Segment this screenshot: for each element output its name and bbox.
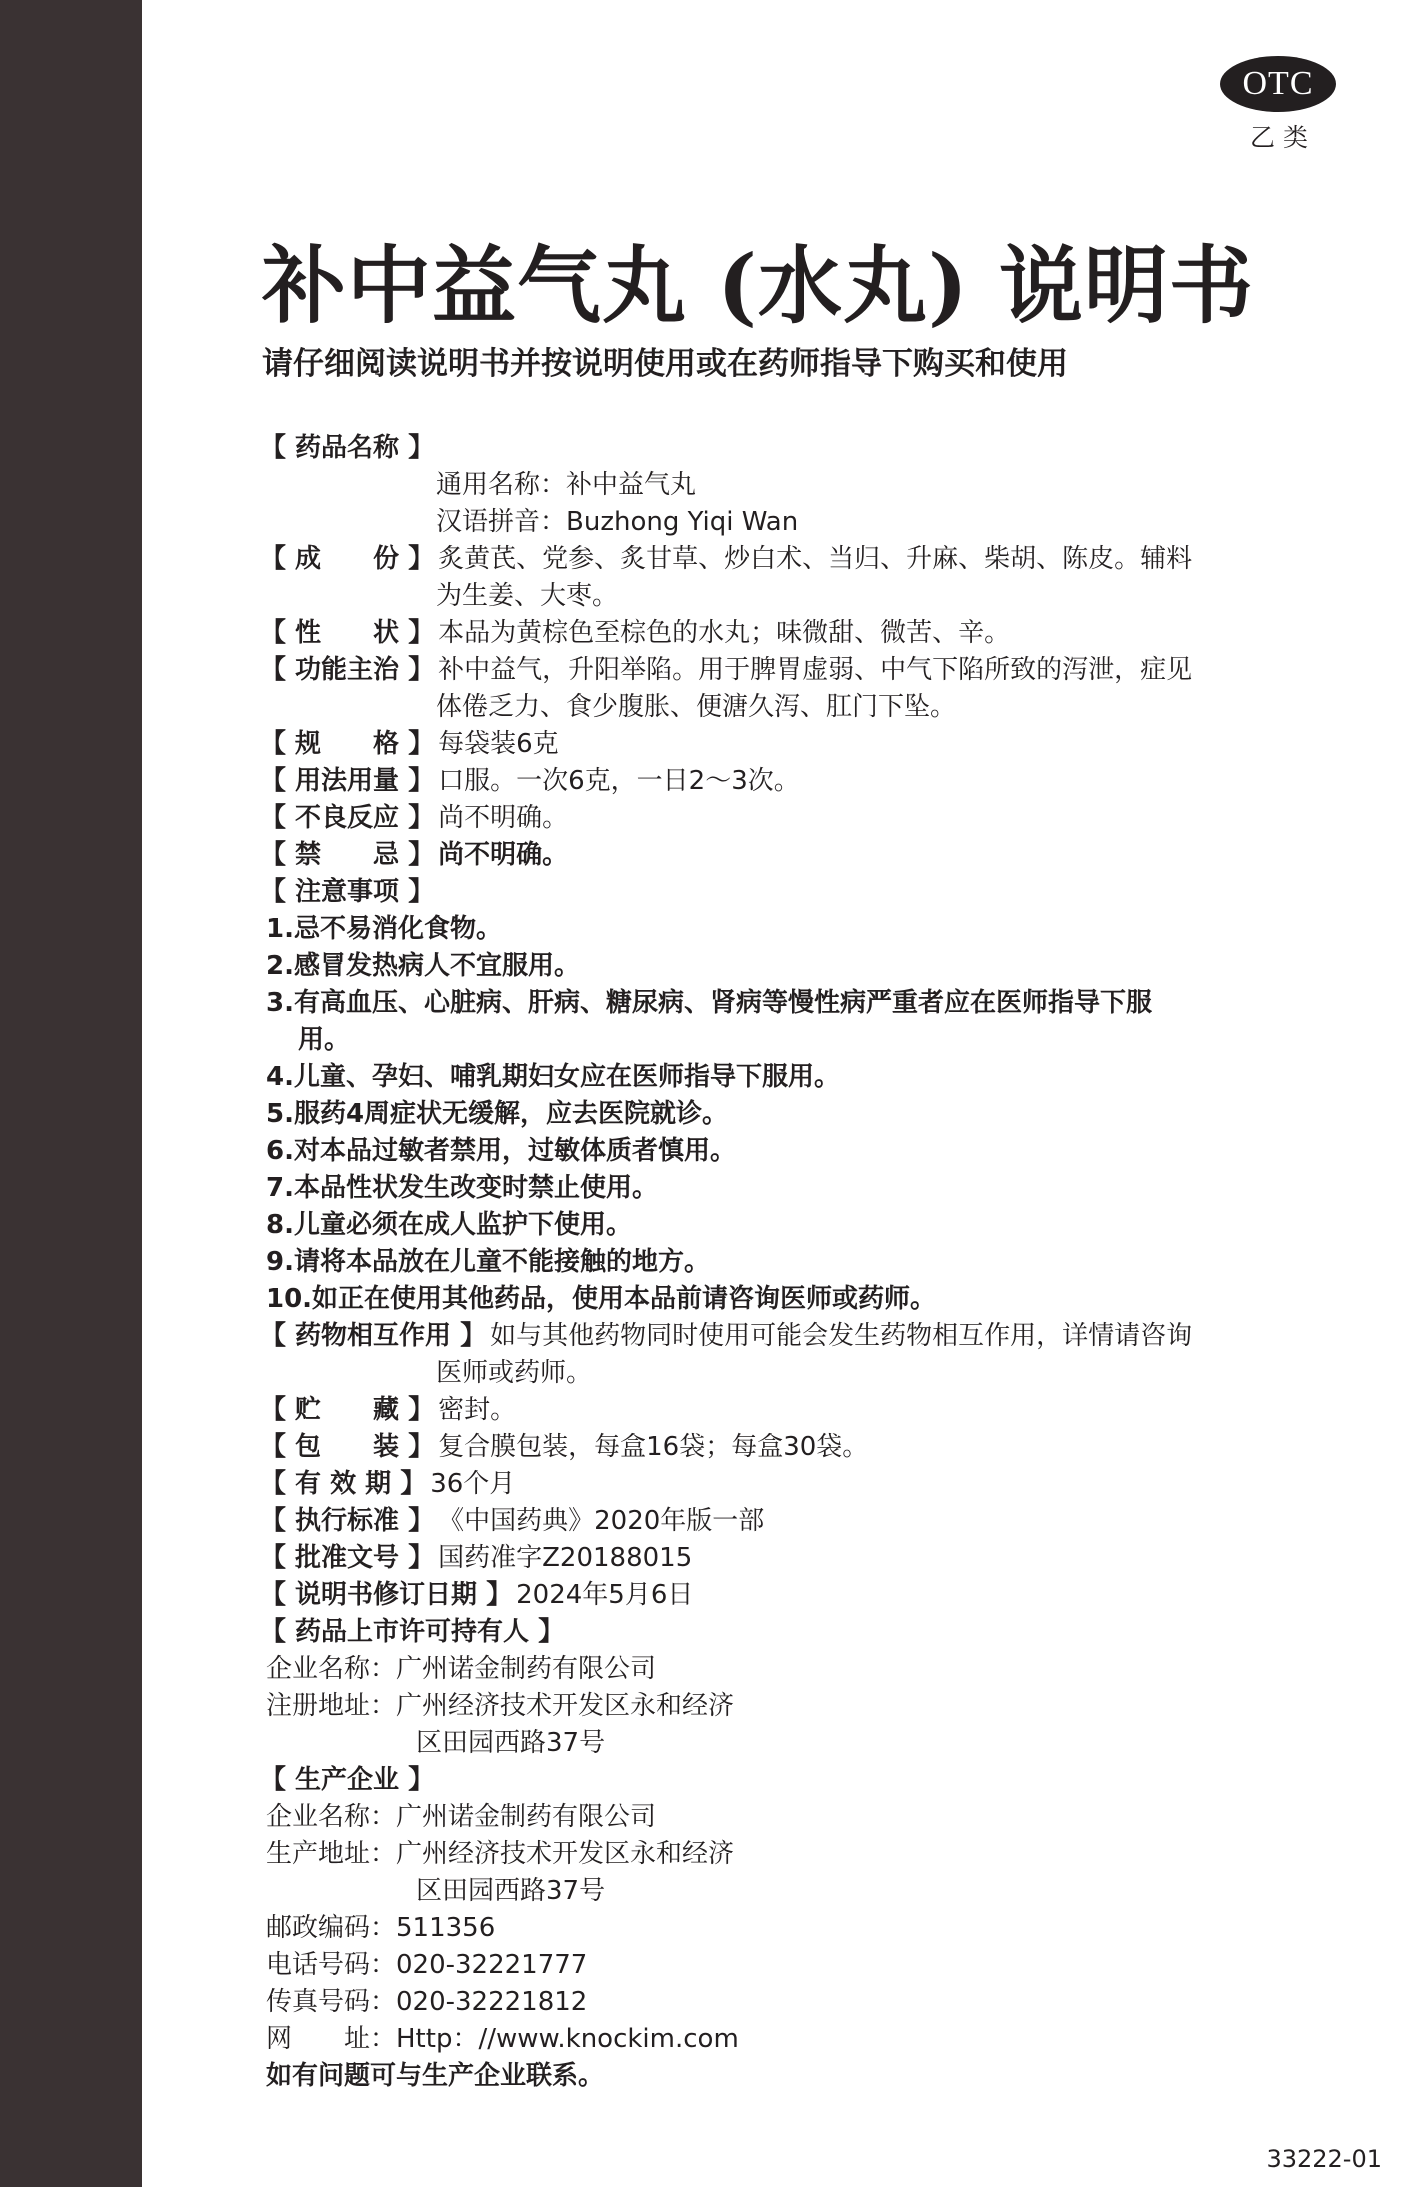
interactions-row	[260, 1318, 1300, 1355]
manufacturer-company: 企业名称：广州诺金制药有限公司	[266, 1802, 657, 1832]
specification-row	[260, 726, 1300, 763]
manufacturer-phone: 电话号码：020-32221777	[266, 1950, 588, 1980]
standard-row	[260, 1503, 1300, 1540]
precaution-item: 5.服药4周症状无缓解，应去医院就诊。	[266, 1099, 729, 1129]
validity-value: 36个月	[430, 1469, 516, 1499]
contraindications-value: 尚不明确。	[438, 840, 569, 870]
ingredients-row	[260, 541, 1300, 578]
precautions-label: 【 注意事项 】	[260, 877, 435, 907]
precaution-item: 1.忌不易消化食物。	[266, 914, 502, 944]
standard-value: 《中国药典》2020年版一部	[438, 1506, 765, 1536]
document-code: 33222-01	[1266, 2145, 1382, 2173]
adverse-row	[260, 800, 1300, 837]
indications-row	[260, 652, 1300, 689]
revision-value: 2024年5月6日	[516, 1580, 694, 1610]
precautions-row	[260, 874, 1300, 911]
pinyin-name: 汉语拼音：Buzhong Yiqi Wan	[436, 507, 799, 537]
interactions-value-cont: 医师或药师。	[436, 1358, 593, 1388]
precaution-item: 10.如正在使用其他药品，使用本品前请咨询医师或药师。	[266, 1284, 937, 1314]
revision-label: 【 说明书修订日期 】	[260, 1580, 513, 1610]
indications-label: 【 功能主治 】	[260, 655, 435, 685]
interactions-value: 如与其他药物同时使用可能会发生药物相互作用，详情请咨询	[490, 1321, 1193, 1351]
adverse-value: 尚不明确。	[438, 803, 569, 833]
precaution-item-cont: 用。	[298, 1025, 351, 1055]
precaution-item: 3.有高血压、心脏病、肝病、糖尿病、肾病等慢性病严重者应在医师指导下服	[266, 988, 1152, 1018]
footer-note: 如有问题可与生产企业联系。	[266, 2061, 605, 2091]
character-label: 【 性 状 】	[260, 618, 435, 648]
dosage-row	[260, 763, 1300, 800]
precaution-item: 8.儿童必须在成人监护下使用。	[266, 1210, 632, 1240]
document-subtitle: 请仔细阅读说明书并按说明使用或在药师指导下购买和使用	[262, 346, 1068, 382]
character-row	[260, 615, 1300, 652]
precaution-item: 7.本品性状发生改变时禁止使用。	[266, 1173, 658, 1203]
manufacturer-fax: 传真号码：020-32221812	[266, 1987, 588, 2017]
package-row	[260, 1429, 1300, 1466]
specification-label: 【 规 格 】	[260, 729, 435, 759]
contraindications-row	[260, 837, 1300, 874]
storage-row	[260, 1392, 1300, 1429]
precaution-item: 2.感冒发热病人不宜服用。	[266, 951, 580, 981]
holder-company: 企业名称：广州诺金制药有限公司	[266, 1654, 657, 1684]
revision-row	[260, 1577, 1300, 1614]
precaution-item: 6.对本品过敏者禁用，过敏体质者慎用。	[266, 1136, 736, 1166]
indications-value-cont: 体倦乏力、食少腹胀、便溏久泻、肛门下坠。	[436, 692, 957, 722]
holder-row	[260, 1614, 1300, 1651]
package-label: 【 包 装 】	[260, 1432, 435, 1462]
storage-label: 【 贮 藏 】	[260, 1395, 435, 1425]
dosage-value: 口服。一次6克，一日2～3次。	[438, 766, 800, 796]
ingredients-label: 【 成 份 】	[260, 544, 435, 574]
approval-row	[260, 1540, 1300, 1577]
leaflet-body	[260, 430, 1300, 2095]
specification-value: 每袋装6克	[438, 729, 559, 759]
standard-label: 【 执行标准 】	[260, 1506, 435, 1536]
otc-badge	[1220, 56, 1338, 154]
precaution-item: 4.儿童、孕妇、哺乳期妇女应在医师指导下服用。	[266, 1062, 840, 1092]
storage-value: 密封。	[438, 1395, 517, 1425]
generic-name: 通用名称：补中益气丸	[436, 470, 697, 500]
dosage-label: 【 用法用量 】	[260, 766, 435, 796]
package-value: 复合膜包装，每盒16袋；每盒30袋。	[438, 1432, 869, 1462]
manufacturer-row	[260, 1762, 1300, 1799]
ingredients-value: 炙黄芪、党参、炙甘草、炒白术、当归、升麻、柴胡、陈皮。辅料	[438, 544, 1193, 574]
manufacturer-website: 网 址：Http：//www.knockim.com	[266, 2024, 739, 2054]
document-title: 补中益气丸 (水丸) 说明书	[262, 236, 1254, 335]
holder-address: 注册地址：广州经济技术开发区永和经济	[266, 1691, 735, 1721]
precaution-item: 9.请将本品放在儿童不能接触的地方。	[266, 1247, 710, 1277]
validity-label: 【 有 效 期 】	[260, 1469, 427, 1499]
interactions-label: 【 药物相互作用 】	[260, 1321, 487, 1351]
ingredients-value-cont: 为生姜、大枣。	[436, 581, 619, 611]
manufacturer-postcode: 邮政编码：511356	[266, 1913, 496, 1943]
manufacturer-address: 生产地址：广州经济技术开发区永和经济	[266, 1839, 735, 1869]
drug-name-section	[260, 430, 1300, 467]
manufacturer-label: 【 生产企业 】	[260, 1765, 435, 1795]
drug-name-label: 【 药品名称 】	[260, 433, 435, 463]
approval-value: 国药准字Z20188015	[438, 1543, 693, 1573]
otc-category: 乙类	[1249, 123, 1316, 152]
left-color-stripe	[0, 0, 142, 2187]
validity-row	[260, 1466, 1300, 1503]
indications-value: 补中益气，升阳举陷。用于脾胃虚弱、中气下陷所致的泻泄，症见	[438, 655, 1193, 685]
holder-address-cont: 区田园西路37号	[416, 1728, 606, 1758]
character-value: 本品为黄棕色至棕色的水丸；味微甜、微苦、辛。	[438, 618, 1011, 648]
adverse-label: 【 不良反应 】	[260, 803, 435, 833]
manufacturer-address-cont: 区田园西路37号	[416, 1876, 606, 1906]
holder-label: 【 药品上市许可持有人 】	[260, 1617, 565, 1647]
approval-label: 【 批准文号 】	[260, 1543, 435, 1573]
contraindications-label: 【 禁 忌 】	[260, 840, 435, 870]
otc-oval: OTC	[1220, 56, 1336, 112]
